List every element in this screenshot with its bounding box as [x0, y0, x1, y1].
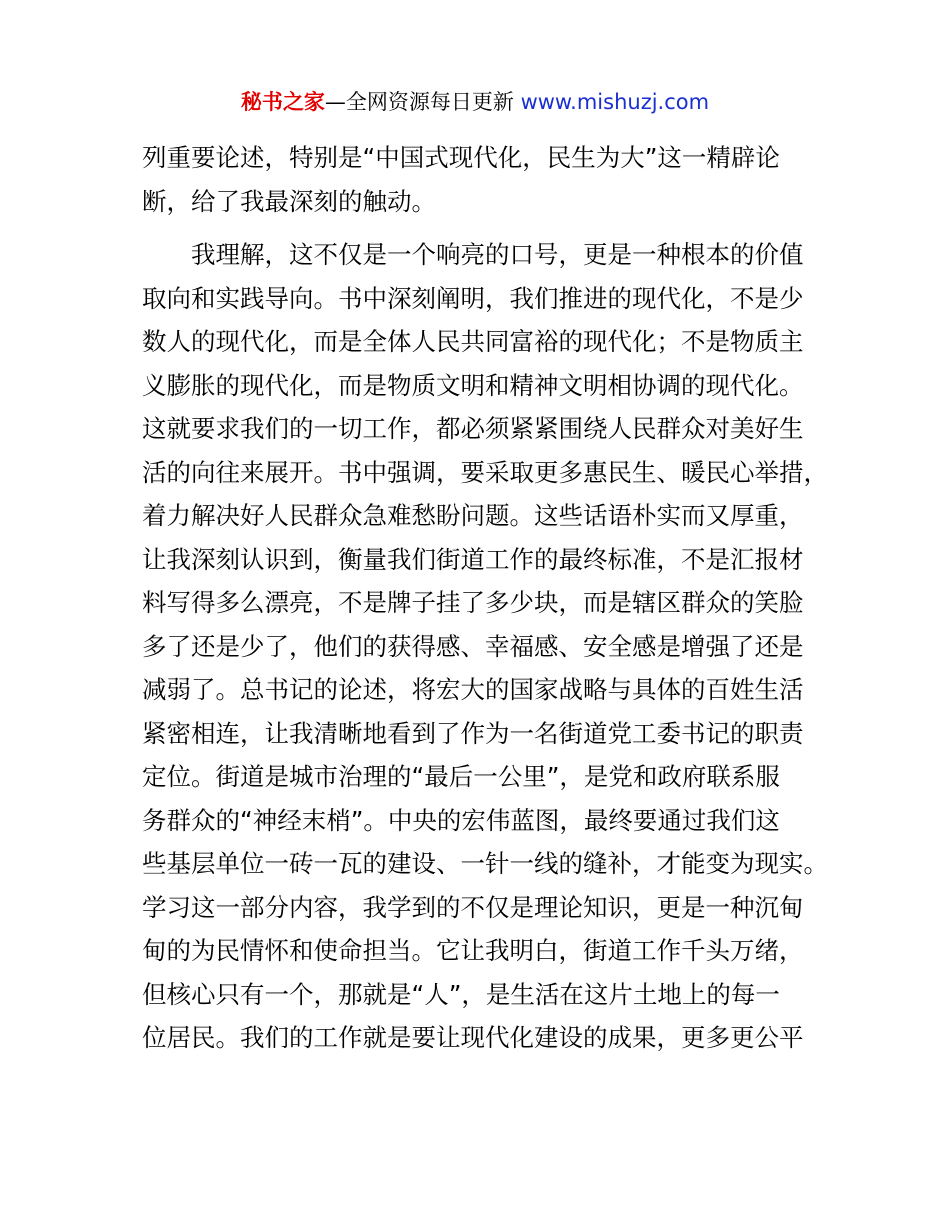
text-line: 位居民。我们的工作就是要让现代化建设的成果，更多更公平: [142, 1023, 804, 1052]
text-line: 些基层单位一砖一瓦的建设、一针一线的缝补，才能变为现实。: [142, 849, 828, 878]
text-line: 数人的现代化，而是全体人民共同富裕的现代化；不是物质主: [142, 327, 804, 356]
text-line: 甸的为民情怀和使命担当。它让我明白，街道工作千头万绪，: [142, 936, 804, 965]
paragraph-1: [142, 136, 822, 223]
text-line: 减弱了。总书记的论述，将宏大的国家战略与具体的百姓生活: [142, 675, 804, 704]
text-line: 但核心只有一个，那就是“人”，是生活在这片土地上的每一: [142, 979, 780, 1009]
brand-name: 秘书之家: [240, 90, 325, 114]
header-tagline: —全网资源每日更新: [324, 90, 521, 114]
text-line: 断，给了我最深刻的触动。: [142, 186, 436, 216]
text-line: 着力解决好人民群众急难愁盼问题。这些话语朴实而又厚重，: [142, 501, 804, 530]
document-body: [142, 136, 828, 1060]
text-line: 紧密相连，让我清晰地看到了作为一名街道党工委书记的职责: [142, 718, 804, 748]
site-header: [0, 86, 950, 118]
site-url-link[interactable]: www.mishuzj.com: [520, 90, 710, 114]
text-line: 取向和实践导向。书中深刻阐明，我们推进的现代化，不是少: [142, 283, 804, 313]
text-line: 让我深刻认识到，衡量我们街道工作的最终标准，不是汇报材: [142, 544, 804, 574]
text-line: 多了还是少了，他们的获得感、幸福感、安全感是增强了还是: [142, 631, 804, 661]
text-line: 务群众的“神经末梢”。中央的宏伟蓝图，最终要通过我们这: [142, 805, 780, 835]
text-line: 活的向往来展开。书中强调，要采取更多惠民生、暖民心举措，: [142, 457, 828, 487]
paragraph-2: [142, 233, 828, 1060]
text-line: 我理解，这不仅是一个响亮的口号，更是一种根本的价值: [191, 240, 804, 269]
text-line: 这就要求我们的一切工作，都必须紧紧围绕人民群众对美好生: [142, 414, 804, 443]
text-line: 料写得多么漂亮，不是牌子挂了多少块，而是辖区群众的笑脸: [142, 588, 804, 617]
text-line: 学习这一部分内容，我学到的不仅是理论知识，更是一种沉甸: [142, 892, 804, 922]
text-line: 列重要论述，特别是“中国式现代化，民生为大”这一精辟论: [142, 143, 780, 172]
text-line: 义膨胀的现代化，而是物质文明和精神文明相协调的现代化。: [142, 370, 804, 400]
text-line: 定位。街道是城市治理的“最后一公里”，是党和政府联系服: [142, 762, 780, 791]
